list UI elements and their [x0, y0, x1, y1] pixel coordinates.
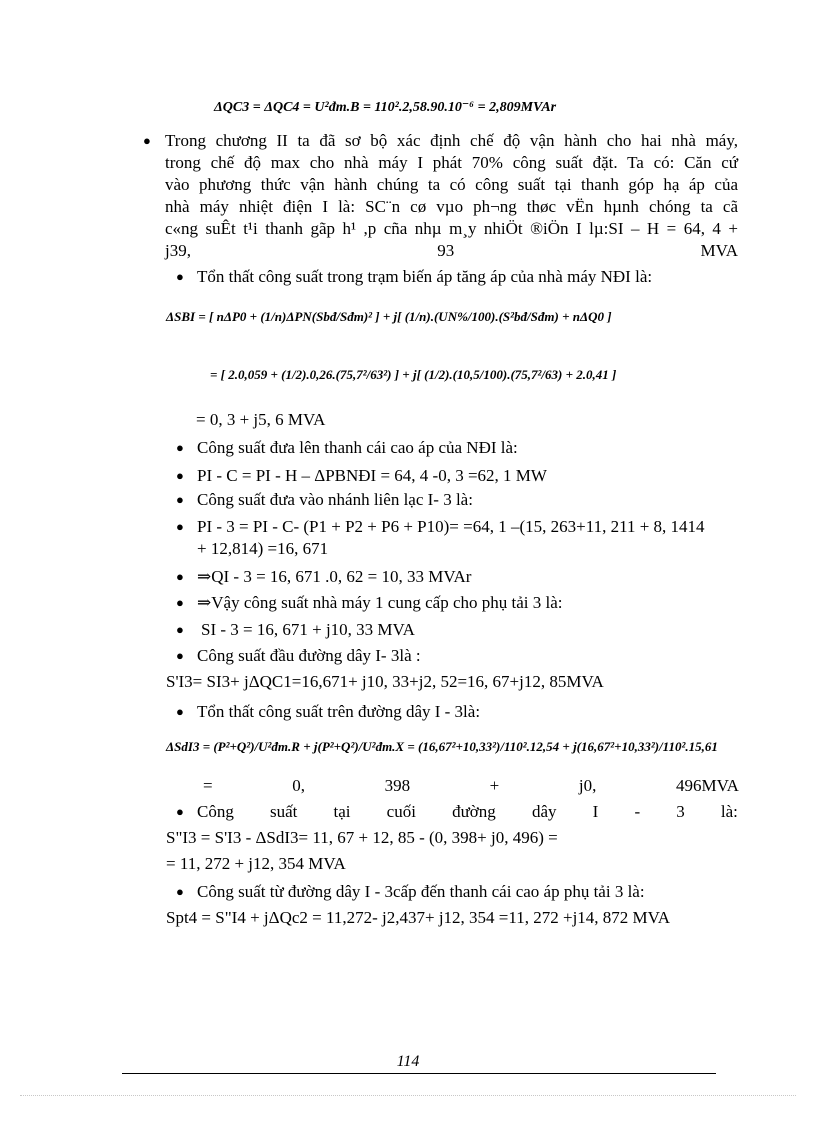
bullet-icon: ●: [143, 133, 151, 148]
bullet-icon: ●: [176, 648, 184, 663]
paragraph-line: nhà máy nhiệt điện I là: SC¨n cø vµo ph¬ng thøc vËn hµnh chóng ta cã: [165, 197, 738, 216]
equation-delta-s-d: ΔSdI3 = (P²+Q²)/U²đm.R + j(P²+Q²)/U²đm.X = (16,67²+10,33²)/110².12,54 + j(16,67²+10,33²)/110².15,61: [166, 739, 718, 754]
result-delta-s-bi: = 0, 3 + j5, 6 MVA: [196, 410, 326, 429]
text-cstu: Công suất từ đường dây I - 3cấp đến thanh cái cao áp phụ tải 3 là:: [197, 882, 645, 901]
text-vay: ⇒Vậy công suất nhà máy 1 cung cấp cho phụ tải 3 là:: [197, 593, 563, 612]
paragraph-line: c«ng suÊt t¹i thanh gãp h¹ ,p cña nhµ m¸y nhiÖt ®iÖn I lµ:SI – H = 64, 4 +: [165, 219, 738, 238]
paragraph-line: trong chế độ max cho nhà máy I phát 70% công suất đặt. Ta có: Căn cứ: [165, 153, 738, 172]
text-cs-nhanh: Công suất đưa vào nhánh liên lạc I- 3 là:: [197, 490, 473, 509]
page-number: 114: [396, 1053, 420, 1070]
bullet-icon: ●: [176, 492, 184, 507]
text-tonthat-dd: Tổn thất công suất trên đường dây I - 3là:: [197, 702, 481, 721]
footer-divider: [122, 1073, 716, 1074]
text-s-i3: S"I3 = S'I3 - ΔSdI3= 11, 67 + 12, 85 - (0, 398+ j0, 496) =: [166, 828, 558, 847]
bullet-icon: ●: [176, 595, 184, 610]
equation-dq-c3: ΔQC3 = ΔQC4 = U²đm.B = 110².2,58.90.10⁻⁶ = 2,809MVAr: [214, 100, 557, 115]
text-qi3: ⇒QI - 3 = 16, 671 .0, 62 = 10, 33 MVAr: [197, 567, 472, 586]
text-tonthat-tram: Tổn thất công suất trong trạm biến áp tăng áp của nhà máy NĐI là:: [197, 267, 653, 286]
bullet-icon: ●: [176, 440, 184, 455]
bullet-icon: ●: [176, 569, 184, 584]
bullet-icon: ●: [176, 704, 184, 719]
text-spt: Spt4 = S"I4 + jΔQc2 = 11,272- j2,437+ j12, 354 =11, 272 +j14, 872 MVA: [166, 908, 671, 927]
page-bottom-dotted-line: [20, 1095, 796, 1096]
text-pic: PI - C = PI - H – ΔPBNĐI = 64, 4 -0, 3 =62, 1 MW: [197, 466, 547, 485]
equation-delta-s-bi: ΔSBI = [ nΔP0 + (1/n)ΔPN(Sbđ/Sđm)² ] + j[ (1/n).(UN%/100).(S²bđ/Sđm) + nΔQ0 ]: [166, 309, 612, 324]
text-cuoidd: Công suất tại cuối đường dây I - 3 là:: [197, 802, 738, 821]
text-daudd: Công suất đầu đường dây I- 3là :: [197, 646, 421, 665]
result-delta-s-d: = 0, 398 + j0, 496MVA: [203, 776, 739, 795]
bullet-icon: ●: [176, 468, 184, 483]
text-pi3-cont: + 12,814) =16, 671: [197, 539, 329, 558]
text-cs-caoap: Công suất đưa lên thanh cái cao áp của NĐI là:: [197, 438, 518, 457]
paragraph-line: Trong chương II ta đã sơ bộ xác định chế độ vận hành cho hai nhà máy,: [165, 131, 738, 150]
bullet-icon: ●: [176, 519, 184, 534]
bullet-icon: ●: [176, 804, 184, 819]
text-pi3: PI - 3 = PI - C- (P1 + P2 + P6 + P10)= =64, 1 –(15, 263+11, 211 + 8, 1414: [197, 517, 705, 536]
text-s-i3-result: = 11, 272 + j12, 354 MVA: [166, 854, 346, 873]
bullet-icon: ●: [176, 269, 184, 284]
paragraph-last-line: j39, 93 MVA: [165, 241, 738, 260]
text-si3: SI - 3 = 16, 671 + j10, 33 MVA: [201, 620, 415, 639]
equation-delta-s-bi-values: = [ 2.0,059 + (1/2).0,26.(75,7²/63²) ] + j[ (1/2).(10,5/100).(75,7²/63) + 2.0,41 ]: [210, 367, 617, 382]
bullet-icon: ●: [176, 884, 184, 899]
bullet-icon: ●: [176, 622, 184, 637]
paragraph-line: vào phương thức vận hành chúng ta có công suất tại thanh góp hạ áp của: [165, 175, 738, 194]
text-s13: S'I3= SI3+ jΔQC1=16,671+ j10, 33+j2, 52=16, 67+j12, 85MVA: [166, 672, 604, 691]
